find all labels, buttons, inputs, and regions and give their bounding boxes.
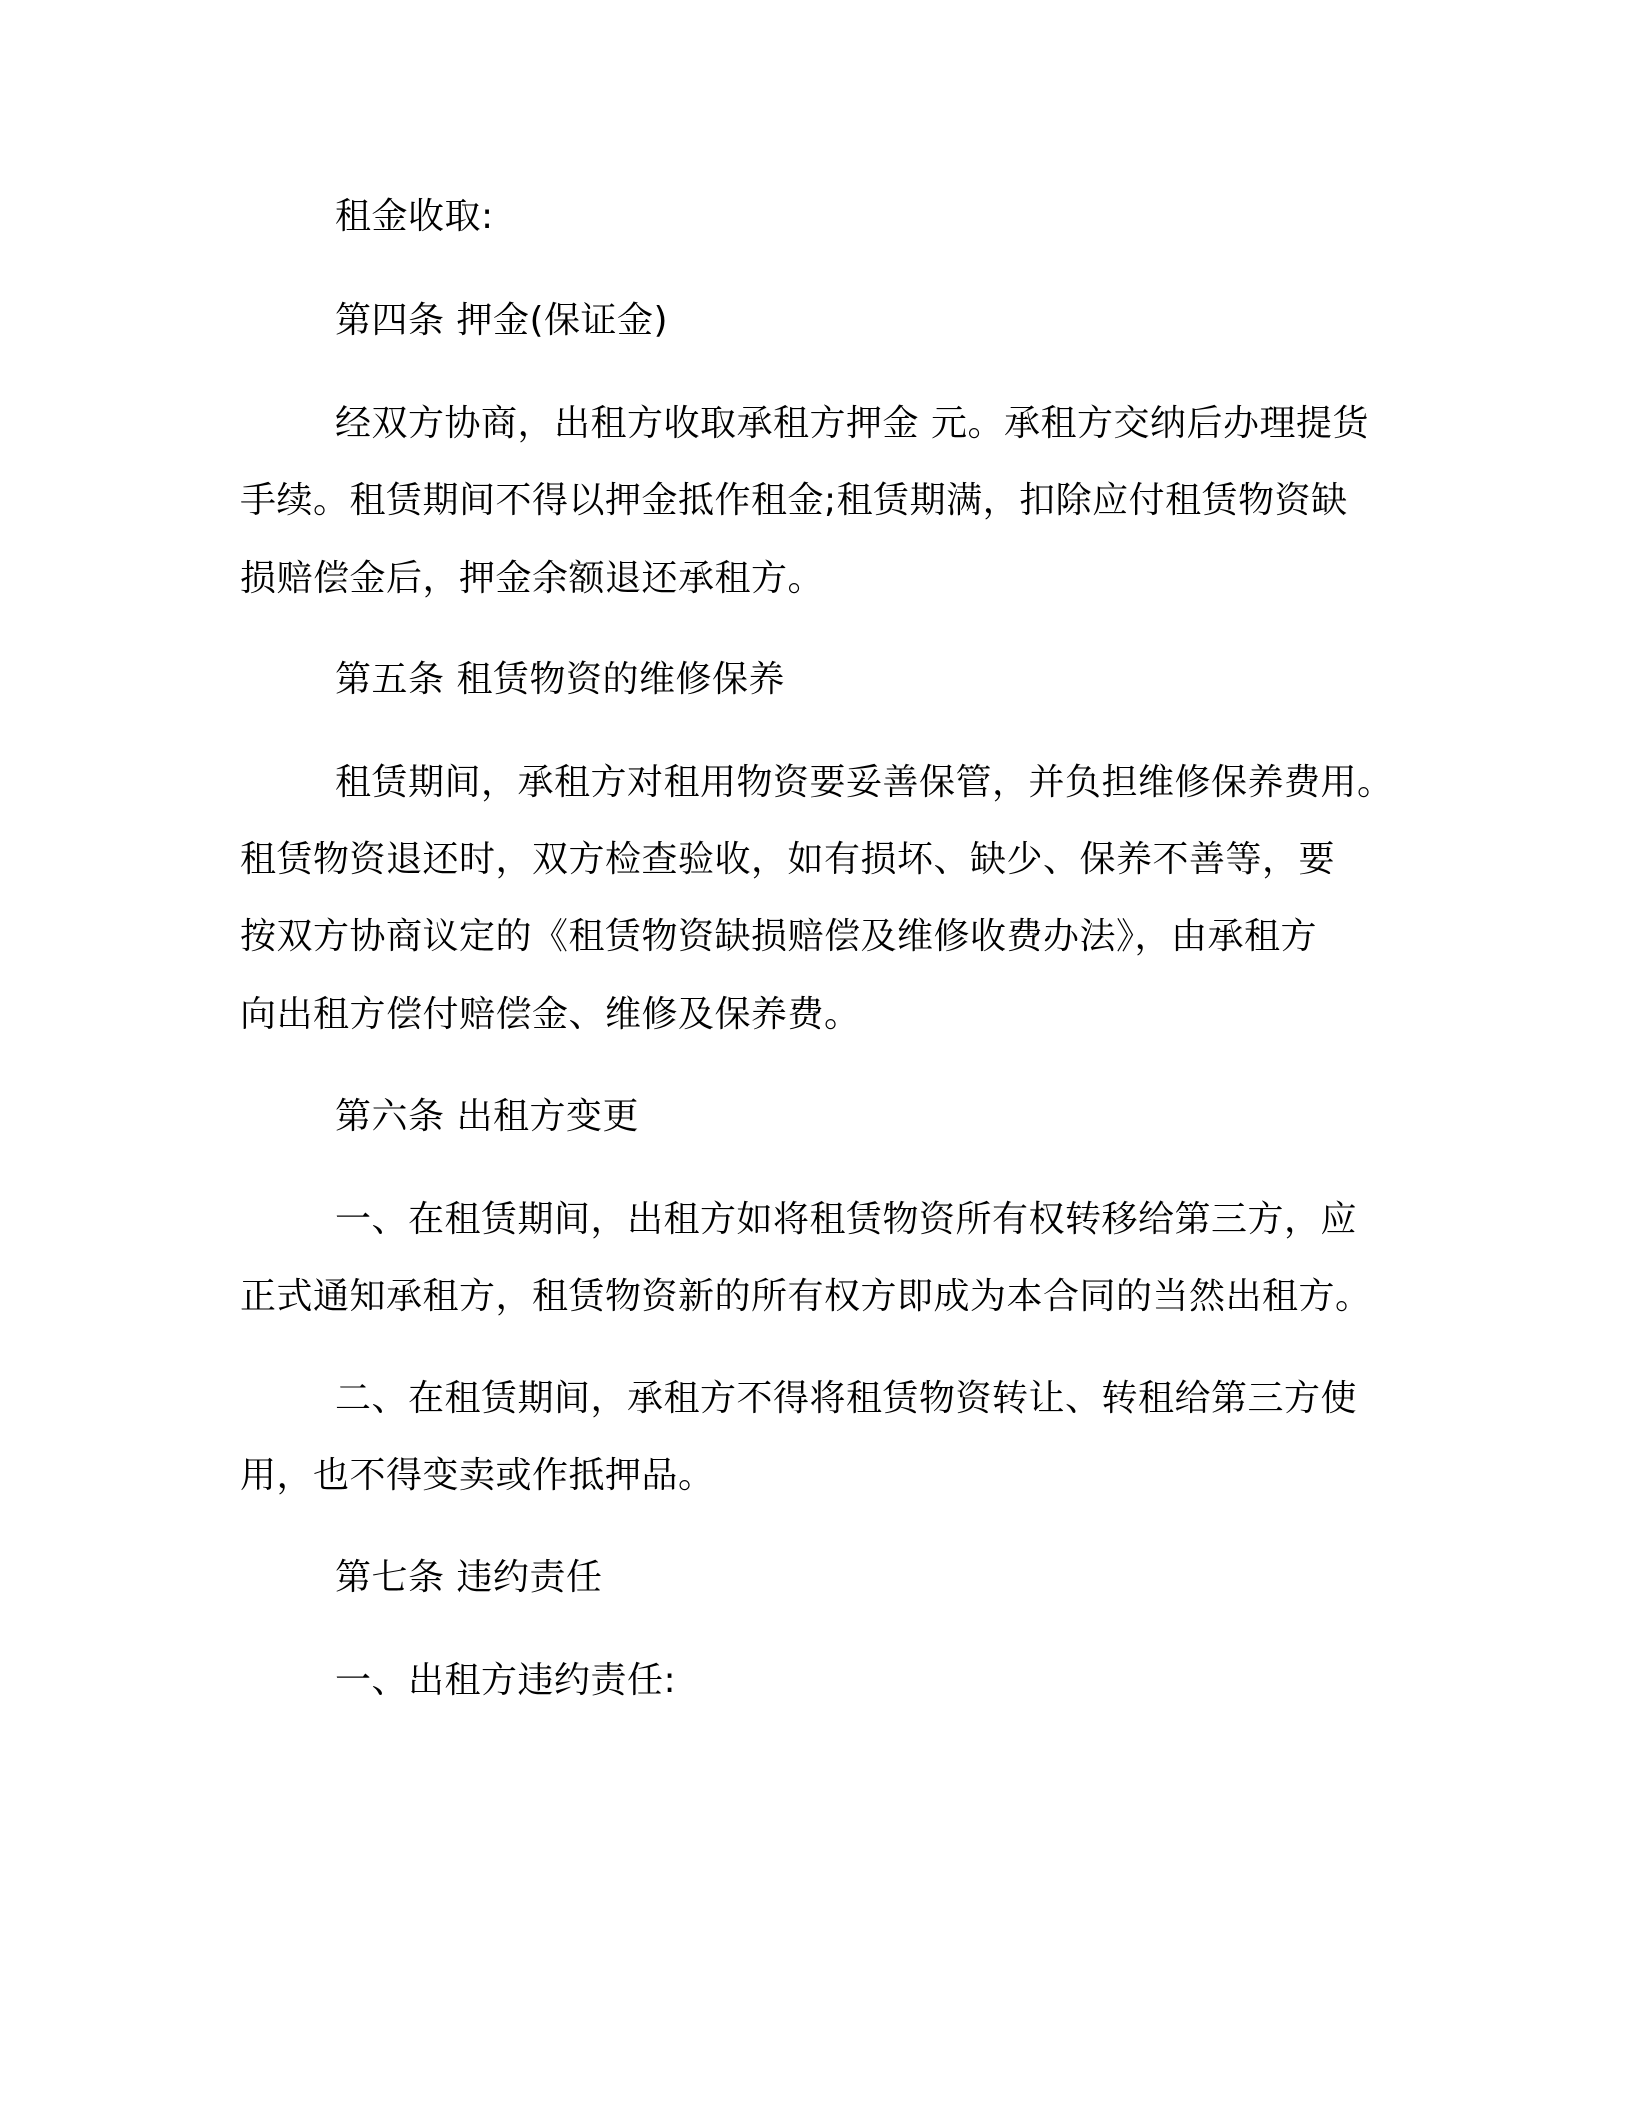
article-6-item-1-line: 正式通知承租方，租赁物资新的所有权方即成为本合同的当然出租方。 xyxy=(240,1276,1372,1317)
article-6-item-2-line: 二、在租赁期间，承租方不得将租赁物资转让、转租给第三方使 xyxy=(335,1378,1358,1419)
article-4-paragraph-line: 经双方协商，出租方收取承租方押金 元。承租方交纳后办理提货 xyxy=(335,403,1369,444)
article-5-paragraph-line: 按双方协商议定的《租赁物资缺损赔偿及维修收费办法》，由承租方 xyxy=(240,916,1318,957)
article-5-paragraph-line: 租赁期间，承租方对租用物资要妥善保管，并负担维修保养费用。 xyxy=(335,762,1394,803)
article-4-paragraph-line: 损赔偿金后，押金余额退还承租方。 xyxy=(240,558,825,599)
article-5-paragraph-line: 租赁物资退还时，双方检查验收，如有损坏、缺少、保养不善等，要 xyxy=(240,839,1336,880)
article-7-item-1-heading: 一、出租方违约责任: xyxy=(335,1660,677,1701)
article-5-heading: 第五条 租赁物资的维修保养 xyxy=(335,659,785,700)
article-7-heading: 第七条 违约责任 xyxy=(335,1557,603,1598)
article-4-paragraph-line: 手续。租赁期间不得以押金抵作租金;租赁期满，扣除应付租赁物资缺 xyxy=(240,480,1348,521)
article-5-paragraph-line: 向出租方偿付赔偿金、维修及保养费。 xyxy=(240,994,861,1035)
article-4-heading: 第四条 押金(保证金) xyxy=(335,300,669,341)
rent-collection-heading: 租金收取: xyxy=(335,196,494,237)
article-6-item-2-line: 用，也不得变卖或作抵押品。 xyxy=(240,1455,715,1496)
article-6-item-1-line: 一、在租赁期间，出租方如将租赁物资所有权转移给第三方，应 xyxy=(335,1199,1358,1240)
article-6-heading: 第六条 出租方变更 xyxy=(335,1096,639,1137)
